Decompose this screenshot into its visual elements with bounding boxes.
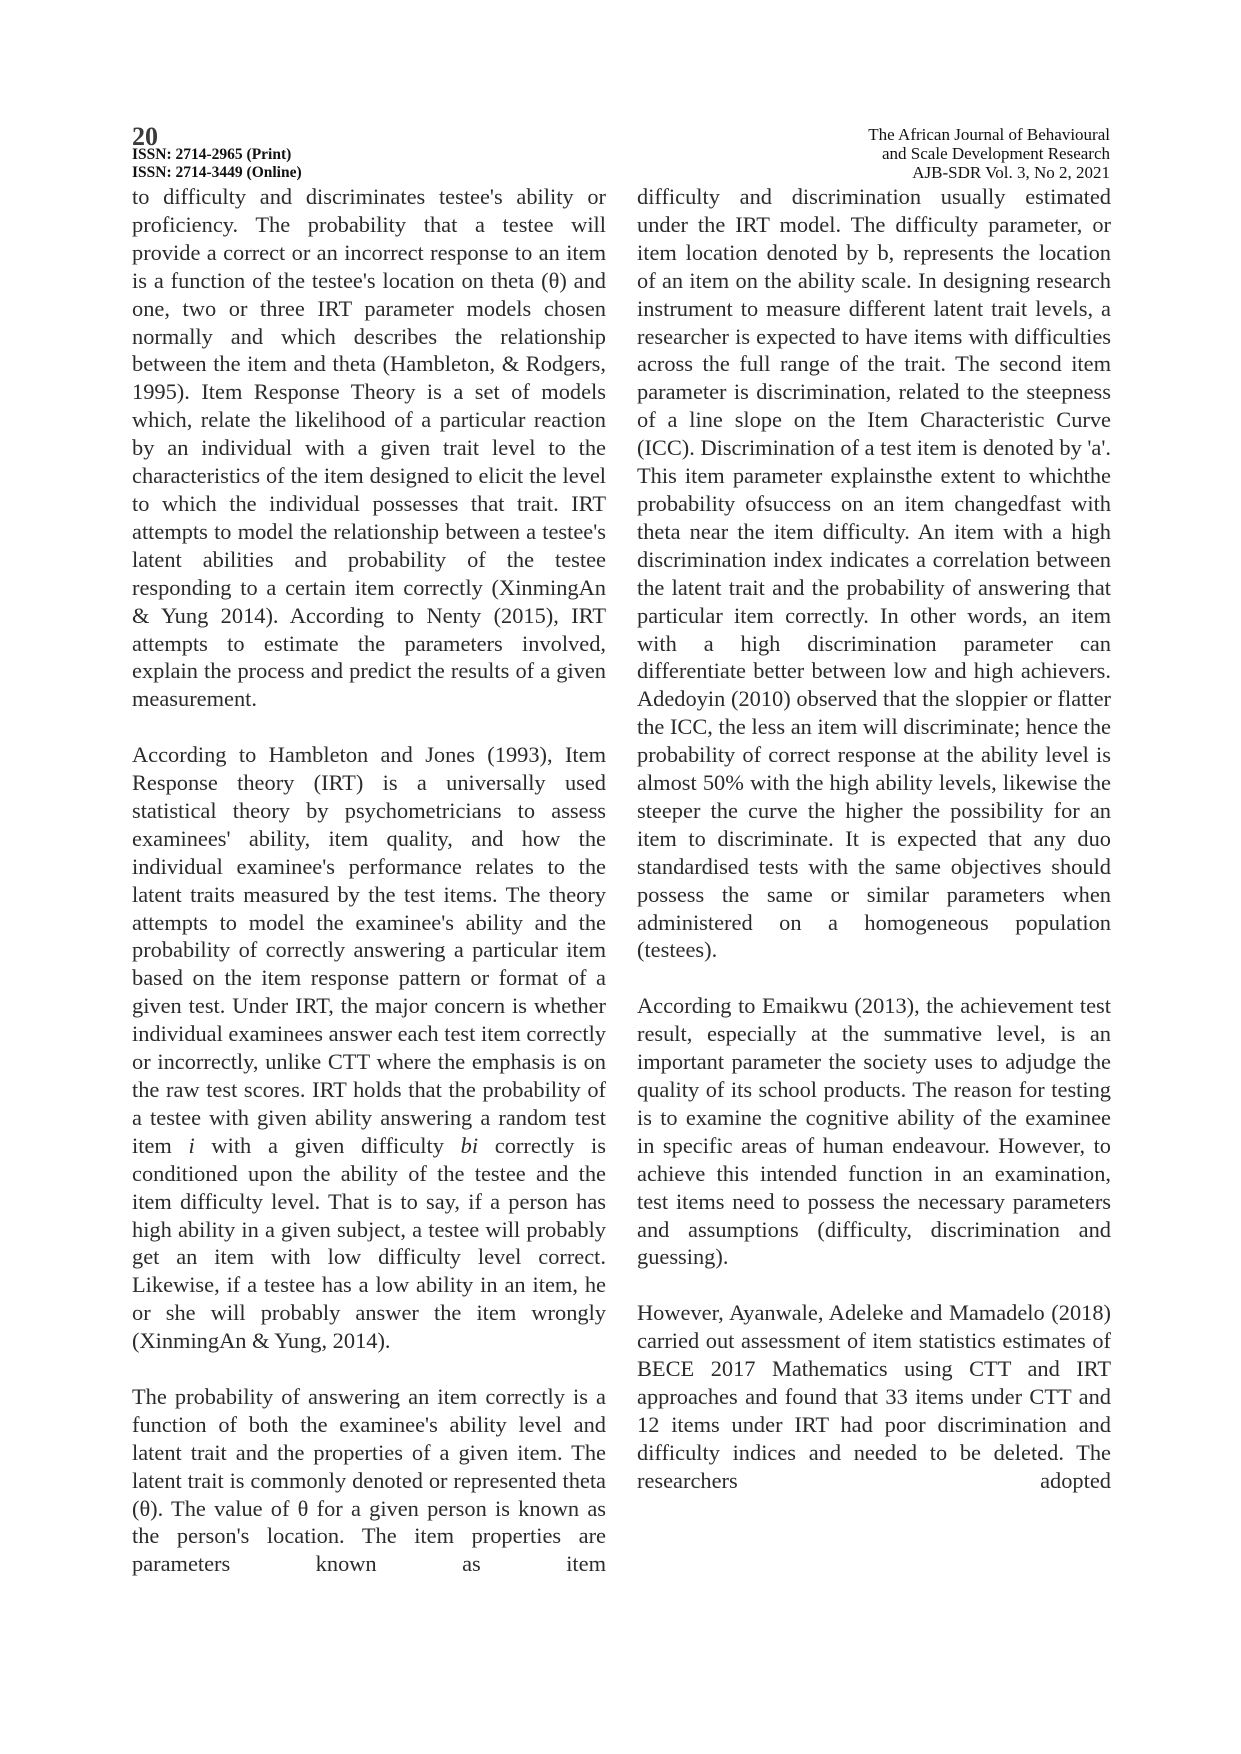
issn-block [132,146,302,182]
italic-bi: bi [460,1132,479,1158]
paragraph-probability: The probability of answering an item correctly is a function of both the examinee's ability level and latent trait and the properties of a given item. The latent trait is commonly denoted or represented theta (θ). The value of θ for a given person is known as the person's location. The item properties are parameters known as item [132,1383,606,1577]
journal-header [868,125,1110,182]
right-column [637,183,1111,1495]
journal-title-line1: The African Journal of Behavioural [868,125,1110,144]
page-number: 20 [132,122,158,151]
italic-i: i [188,1132,195,1158]
paragraph-difficulty-discrimination: difficulty and discrimination usually estimated under the IRT model. The difficulty parameter, or item location denoted by b, represents the location of an item on the ability scale. In designing research instrument to measure different latent trait levels, a researcher is expected to have items with difficulties across the full range of the trait. The second item parameter is discrimination, related to the steepness of a line slope on the Item Characteristic Curve (ICC). Discrimination of a test item is denoted by 'a'. This item parameter explainsthe extent to whichthe probability ofsuccess on an item changedfast with theta near the item difficulty. An item with a high discrimination index indicates a correlation between the latent trait and the probability of answering that particular item correctly. In other words, an item with a high discrimination parameter can differentiate better between low and high achievers. Adedoyin (2010) observed that the sloppier or flatter the ICC, the less an item will discriminate; hence the probability of correct response at the ability level is almost 50% with the high ability levels, likewise the steeper the curve the higher the possibility for an item to discriminate. It is expected that any duo standardised tests with the same objectives should possess the same or similar parameters when administered on a homogeneous population (testees). [637,184,1111,963]
paragraph-text: with a given difficulty [194,1132,461,1158]
journal-volume: AJB-SDR Vol. 3, No 2, 2021 [912,163,1110,182]
paragraph-text: correctly is conditioned upon the ability of the testee and the item difficulty level. That is to say, if a person has high ability in a given subject, a testee will probably get an item with low difficulty level correct. Likewise, if a testee has a low ability in an item, he or she will probably answer the item wrongly (XinmingAn & Yung, 2014). [132,1132,606,1354]
paragraph-emaikwu: According to Emaikwu (2013), the achievement test result, especially at the summative level, is an important parameter the society uses to adjudge the quality of its school products. The reason for testing is to examine the cognitive ability of the examinee in specific areas of human endeavour. However, to achieve this intended function in an examination, test items need to possess the necessary parameters and assumptions (difficulty, discrimination and guessing). [637,993,1111,1270]
journal-title-line2: and Scale Development Research [882,144,1110,163]
left-column [132,183,606,1578]
issn-print: ISSN: 2714-2965 (Print) [132,146,292,163]
paragraph-ayanwale: However, Ayanwale, Adeleke and Mamadelo (2018) carried out assessment of item statistics estimates of BECE 2017 Mathematics using CTT and IRT approaches and found that 33 items under CTT and 12 items under IRT had poor discrimination and difficulty indices and needed to be deleted. The researchers adopted [637,1300,1111,1493]
paragraph-irt-definition: to difficulty and discriminates testee's ability or proficiency. The probability that a testee will provide a correct or an incorrect response to an item is a function of the testee's location on theta (θ) and one, two or three IRT parameter models chosen normally and which describes the relationship between the item and theta (Hambleton, & Rodgers, 1995). Item Response Theory is a set of models which, relate the likelihood of a particular reaction by an individual with a given trait level to the characteristics of the item designed to elicit the level to which the individual possesses that trait. IRT attempts to model the relationship between a testee's latent abilities and probability of the testee responding to a certain item correctly (XinmingAn & Yung 2014). According to Nenty (2015), IRT attempts to estimate the parameters involved, explain the process and predict the results of a given measurement. [132,184,606,712]
issn-online: ISSN: 2714-3449 (Online) [132,164,302,181]
paragraph-hambleton-jones [132,741,606,1355]
paragraph-text: According to Hambleton and Jones (1993), Item Response theory (IRT) is a universally used statistical theory by psychometricians to assess examinees' ability, item quality, and how the individual examinee's performance relates to the latent traits measured by the test items. The theory attempts to model the examinee's ability and the probability of correctly answering a particular item based on the item response pattern or format of a given test. Under IRT, the major concern is whether individual examinees answer each test item correctly or incorrectly, unlike CTT where the emphasis is on the raw test scores. IRT holds that the probability of a testee with given ability answering a random test item [132,742,606,1158]
